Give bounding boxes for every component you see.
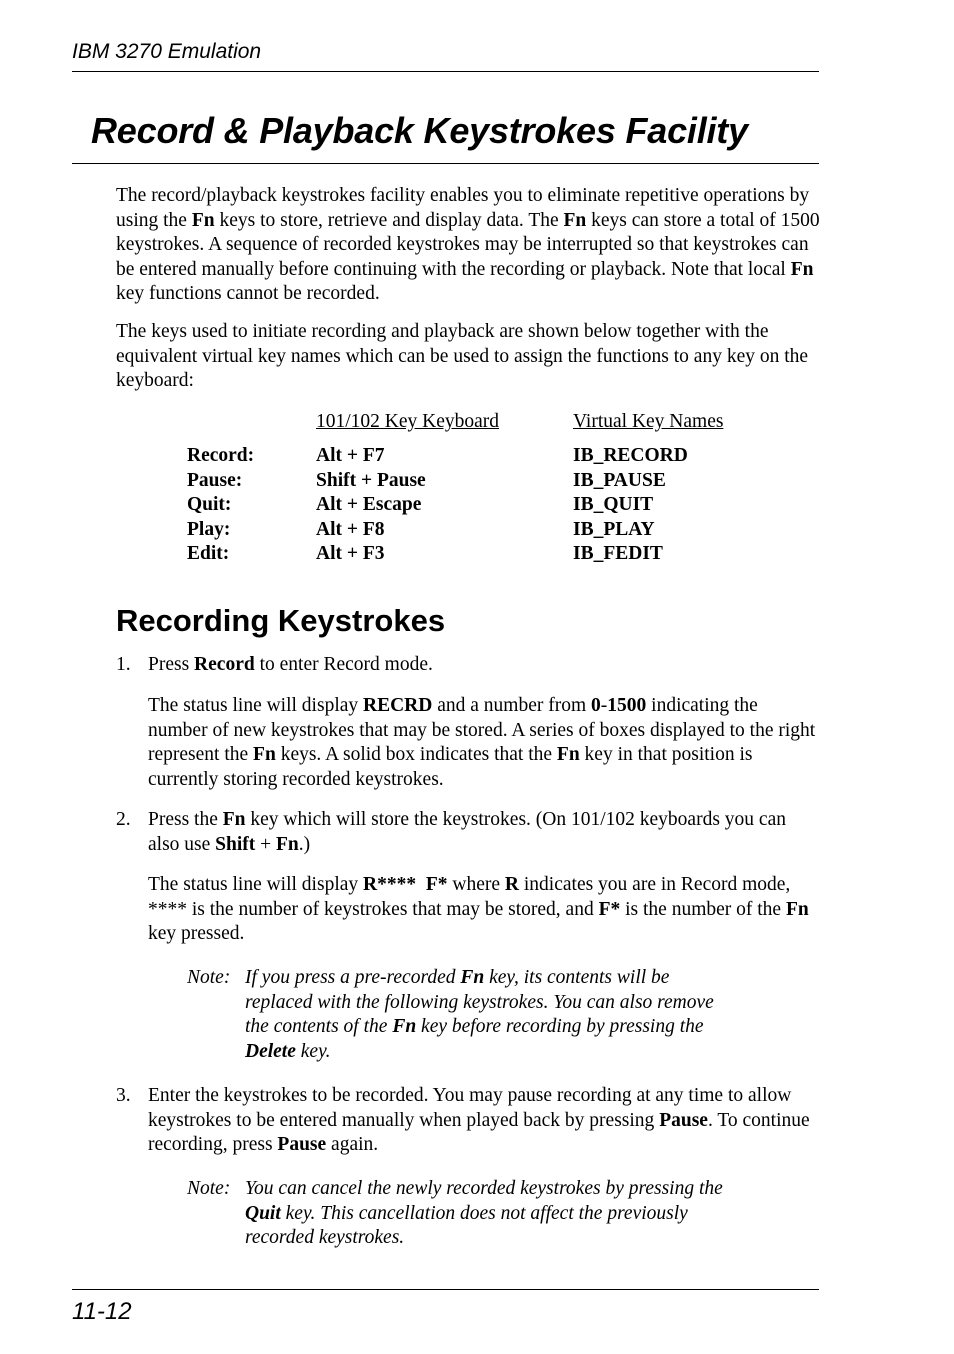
footer-rule — [72, 1289, 819, 1290]
step-number: 2. — [116, 809, 131, 830]
step-1-detail: The status line will display RECRD and a number from 0-1500 indicating the number of new keystrokes that may be stored. A series of boxes displayed to the right represent the Fn keys. A solid box indicates that the Fn key in that position is currently storing recorded keystrokes. — [148, 695, 816, 790]
step-number: 1. — [116, 654, 131, 675]
key-combination: Alt + Escape — [316, 494, 422, 515]
section-title: Record & Playback Keystrokes Facility — [91, 110, 748, 151]
note-label: Note: — [187, 967, 231, 988]
subsection-title: Recording Keystrokes — [116, 603, 446, 638]
step-number: 3. — [116, 1085, 131, 1106]
key-combination: Shift + Pause — [316, 469, 426, 491]
virtual-key-name: IB_RECORD — [573, 445, 688, 466]
running-header: IBM 3270 Emulation — [72, 40, 262, 63]
function-name: Record: — [187, 445, 255, 466]
intro-paragraph-1: The record/playback keystrokes facility enables you to eliminate repetitive operations by using the Fn keys to store, retrieve and display data. The Fn keys can store a total of 1500 keystrokes. A sequence of recorded keystrokes may be interrupted so that keystrokes can be entered manually before continuing with the recording or playback. Note that local Fn key functions cannot be recorded. — [116, 185, 820, 304]
function-name: Pause: — [187, 469, 243, 491]
step-2-detail: The status line will display R**** F* where R indicates you are in Record mode, **** is the number of keystrokes that may be stored, and F* is the number of the Fn key pressed. — [148, 874, 814, 944]
note-body: If you press a pre-recorded Fn key, its contents will be replaced with the following keystrokes. You can also remove the contents of the Fn key before recording by pressing the Delete key. — [245, 967, 714, 1062]
intro-paragraph-2: The keys used to initiate recording and playback are shown below together with the equivalent virtual key names which can be used to assign the functions to any key on the keyboard: — [116, 321, 809, 391]
virtual-key-name: IB_QUIT — [573, 494, 654, 515]
function-name: Edit: — [187, 543, 230, 564]
key-combination: Alt + F3 — [316, 543, 385, 564]
step-2-text: Press the Fn key which will store the keystrokes. (On 101/102 keyboards you can also use Shift + Fn.) — [148, 809, 786, 855]
function-name: Quit: — [187, 494, 232, 515]
virtual-key-name: IB_PLAY — [573, 518, 655, 540]
page-number: 11-12 — [72, 1298, 132, 1325]
header-rule — [72, 71, 819, 72]
col-header-keyboard: 101/102 Key Keyboard — [316, 411, 500, 432]
key-combination: Alt + F8 — [316, 518, 385, 540]
step-3-text: Enter the keystrokes to be recorded. You may pause recording at any time to allow keystrokes to be entered manually when played back by pressing Pause. To continue recording, press Pause again. — [148, 1085, 810, 1155]
title-rule — [72, 163, 819, 164]
step-1-text: Press Record to enter Record mode. — [148, 654, 433, 675]
note-body: You can cancel the newly recorded keystrokes by pressing the Quit key. This cancellation does not affect the previously recorded keystrokes. — [245, 1178, 723, 1248]
virtual-key-name: IB_PAUSE — [573, 469, 666, 491]
note-label: Note: — [187, 1178, 231, 1199]
function-name: Play: — [187, 518, 231, 540]
virtual-key-name: IB_FEDIT — [573, 543, 663, 564]
key-combination: Alt + F7 — [316, 445, 385, 466]
col-header-virtual: Virtual Key Names — [573, 411, 724, 432]
